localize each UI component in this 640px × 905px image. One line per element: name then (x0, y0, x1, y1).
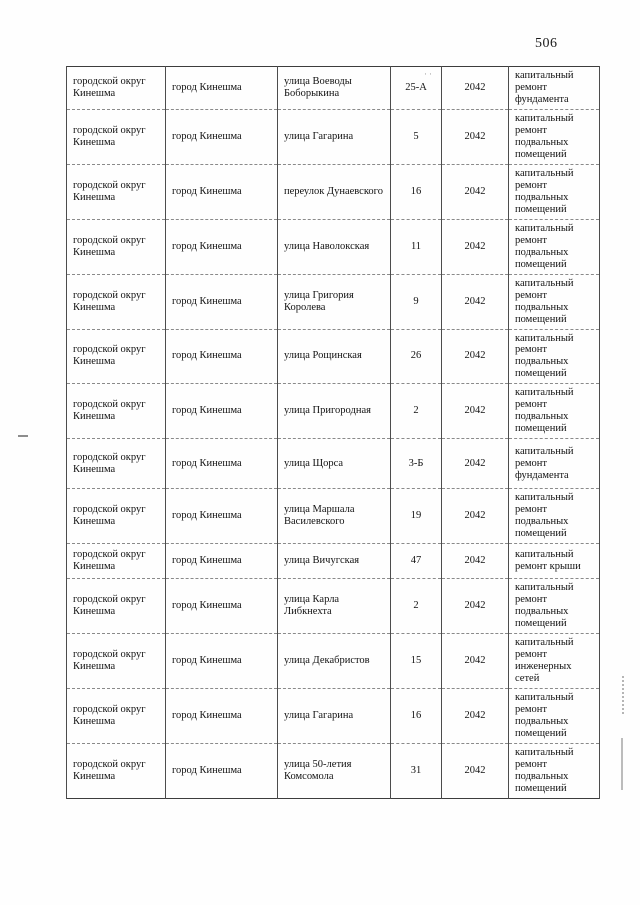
cell-district: городской округ Кинешма (67, 219, 166, 274)
cell-year: 2042 (442, 219, 509, 274)
cell-street: улица Гагарина (278, 110, 391, 165)
cell-house: 15 (391, 634, 442, 689)
cell-year: 2042 (442, 634, 509, 689)
cell-work: капитальный ремонт подвальных помещений (509, 110, 600, 165)
table-row (67, 384, 600, 439)
table-row (67, 329, 600, 384)
cell-city: город Кинешма (166, 274, 278, 329)
cell-street: улица 50-летия Комсомола (278, 743, 391, 798)
cell-year: 2042 (442, 329, 509, 384)
cell-district: городской округ Кинешма (67, 67, 166, 110)
cell-house: 47 (391, 544, 442, 579)
cell-house: 2 (391, 579, 442, 634)
cell-work: капитальный ремонт фундамента (509, 439, 600, 489)
cell-year: 2042 (442, 384, 509, 439)
cell-house: 2 (391, 384, 442, 439)
cell-street: улица Вичугская (278, 544, 391, 579)
cell-work: капитальный ремонт подвальных помещений (509, 164, 600, 219)
cell-district: городской округ Кинешма (67, 544, 166, 579)
cell-city: город Кинешма (166, 439, 278, 489)
cell-year: 2042 (442, 688, 509, 743)
cell-work: капитальный ремонт крыши (509, 544, 600, 579)
cell-city: город Кинешма (166, 384, 278, 439)
cell-house: 16 (391, 164, 442, 219)
cell-district: городской округ Кинешма (67, 384, 166, 439)
cell-street: улица Маршала Василевского (278, 489, 391, 544)
table-row (67, 634, 600, 689)
cell-work: капитальный ремонт подвальных помещений (509, 743, 600, 798)
scan-artifact-edge-line (621, 738, 623, 790)
cell-city: город Кинешма (166, 634, 278, 689)
cell-house: 25-А (391, 67, 442, 110)
cell-district: городской округ Кинешма (67, 110, 166, 165)
table-row (67, 579, 600, 634)
cell-year: 2042 (442, 579, 509, 634)
table-row (67, 439, 600, 489)
cell-city: город Кинешма (166, 67, 278, 110)
cell-street: улица Пригородная (278, 384, 391, 439)
cell-street: улица Щорса (278, 439, 391, 489)
table-row (67, 110, 600, 165)
cell-district: городской округ Кинешма (67, 688, 166, 743)
cell-district: городской округ Кинешма (67, 164, 166, 219)
cell-work: капитальный ремонт подвальных помещений (509, 274, 600, 329)
table-row (67, 164, 600, 219)
table-row (67, 219, 600, 274)
cell-city: город Кинешма (166, 164, 278, 219)
scan-artifact-dotted-line (622, 676, 624, 714)
table-row (67, 544, 600, 579)
cell-house: 19 (391, 489, 442, 544)
cell-district: городской округ Кинешма (67, 634, 166, 689)
cell-street: улица Карла Либкнехта (278, 579, 391, 634)
cell-city: город Кинешма (166, 219, 278, 274)
cell-district: городской округ Кинешма (67, 274, 166, 329)
cell-year: 2042 (442, 489, 509, 544)
cell-work: капитальный ремонт подвальных помещений (509, 384, 600, 439)
cell-house: 11 (391, 219, 442, 274)
cell-work: капитальный ремонт подвальных помещений (509, 489, 600, 544)
table-row (67, 67, 600, 110)
cell-street: улица Наволокская (278, 219, 391, 274)
table-row (67, 489, 600, 544)
cell-house: 9 (391, 274, 442, 329)
table-row (67, 274, 600, 329)
cell-street: улица Гагарина (278, 688, 391, 743)
cell-district: городской округ Кинешма (67, 579, 166, 634)
cell-street: улица Григория Королева (278, 274, 391, 329)
cell-street: переулок Дунаевского (278, 164, 391, 219)
cell-year: 2042 (442, 544, 509, 579)
cell-house: 26 (391, 329, 442, 384)
scan-artifact-margin-dash (18, 435, 28, 437)
cell-house: 31 (391, 743, 442, 798)
cell-work: капитальный ремонт подвальных помещений (509, 688, 600, 743)
cell-year: 2042 (442, 67, 509, 110)
cell-work: капитальный ремонт подвальных помещений (509, 329, 600, 384)
cell-district: городской округ Кинешма (67, 329, 166, 384)
cell-year: 2042 (442, 110, 509, 165)
cell-work: капитальный ремонт подвальных помещений (509, 579, 600, 634)
cell-city: город Кинешма (166, 110, 278, 165)
cell-city: город Кинешма (166, 688, 278, 743)
cell-city: город Кинешма (166, 329, 278, 384)
cell-house: 16 (391, 688, 442, 743)
cell-city: город Кинешма (166, 743, 278, 798)
page-number: 506 (535, 36, 558, 51)
cell-city: город Кинешма (166, 489, 278, 544)
cell-city: город Кинешма (166, 544, 278, 579)
cell-work: капитальный ремонт фундамента (509, 67, 600, 110)
cell-street: улица Воеводы Боборыкина (278, 67, 391, 110)
cell-city: город Кинешма (166, 579, 278, 634)
cell-district: городской округ Кинешма (67, 439, 166, 489)
table-row (67, 743, 600, 798)
cell-street: улица Рощинская (278, 329, 391, 384)
cell-street: улица Декабристов (278, 634, 391, 689)
cell-year: 2042 (442, 164, 509, 219)
table-row (67, 688, 600, 743)
repair-schedule-table (66, 66, 600, 799)
cell-work: капитальный ремонт инженерных сетей (509, 634, 600, 689)
cell-year: 2042 (442, 274, 509, 329)
cell-work: капитальный ремонт подвальных помещений (509, 219, 600, 274)
cell-district: городской округ Кинешма (67, 743, 166, 798)
cell-year: 2042 (442, 743, 509, 798)
cell-year: 2042 (442, 439, 509, 489)
cell-district: городской округ Кинешма (67, 489, 166, 544)
cell-house: 3-Б (391, 439, 442, 489)
scan-artifact-speck: ·· (424, 69, 434, 79)
cell-house: 5 (391, 110, 442, 165)
